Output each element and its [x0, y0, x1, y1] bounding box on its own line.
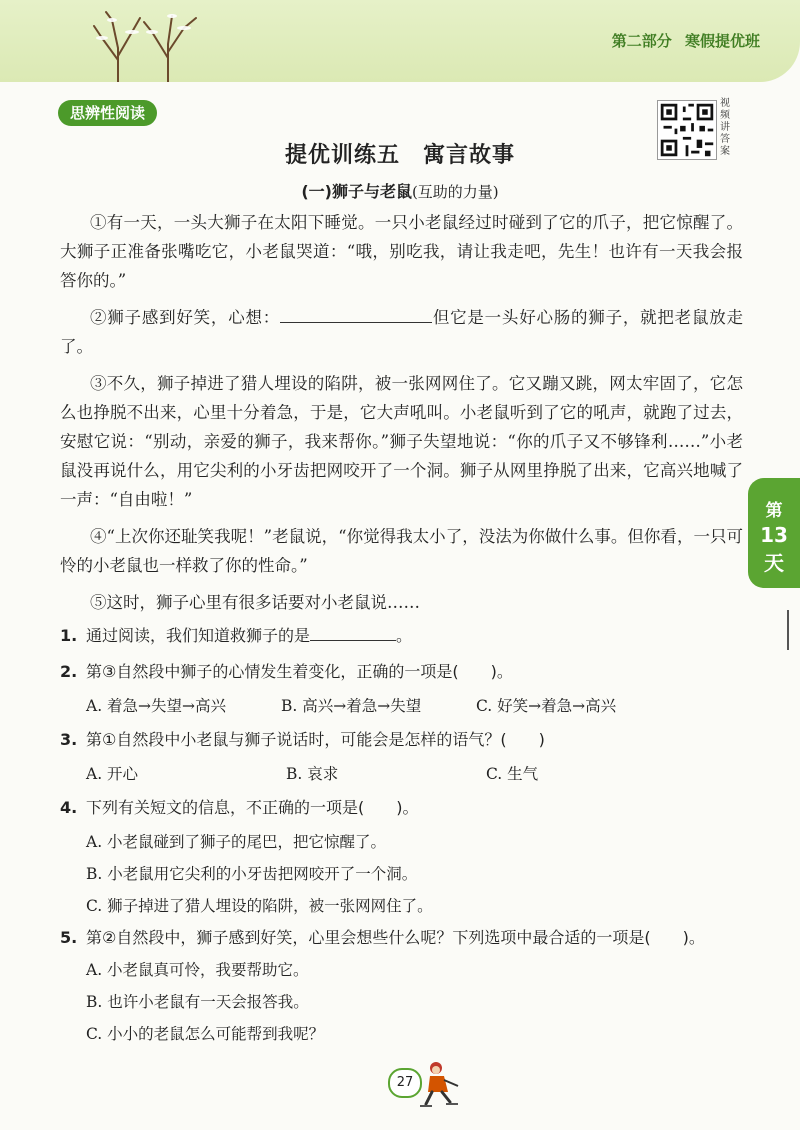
day-side-tab	[748, 478, 800, 588]
option-a[interactable]: A. 着急→失望→高兴	[86, 697, 227, 715]
question-number: 1.	[60, 626, 78, 645]
question-number: 4.	[60, 798, 78, 817]
paragraph-2	[60, 303, 743, 361]
question-number: 5.	[60, 928, 78, 947]
question-2-options	[60, 690, 750, 722]
paragraph-2-after: 但它是一头好心肠的狮子，就把老鼠放走了。	[60, 308, 744, 356]
option-b[interactable]: B. 高兴→着急→失望	[281, 697, 422, 715]
paragraph-5: ⑤这时，狮子心里有很多话要对小老鼠说……	[90, 593, 420, 612]
subtitle-note: (互助的力量)	[411, 183, 499, 201]
question-text: 下列有关短文的信息，不正确的一项是( )。	[86, 798, 419, 817]
question-1	[60, 618, 750, 654]
option-c[interactable]: C. 好笑→着急→高兴	[476, 697, 617, 715]
question-4-option-b[interactable]: B. 小老鼠用它尖利的小牙齿把网咬开了一个洞。	[86, 865, 418, 883]
question-text: 第③自然段中狮子的心情发生着变化，正确的一项是( )。	[86, 662, 513, 681]
question-4	[60, 790, 750, 826]
passage-subtitle	[0, 179, 800, 202]
question-text: 第①自然段中小老鼠与狮子说话时，可能会是怎样的语气？( )	[86, 730, 545, 749]
question-list	[60, 618, 750, 1050]
page-number: 27	[388, 1068, 422, 1098]
paragraph-3: ③不久，狮子掉进了猎人埋设的陷阱，被一张网网住了。它又蹦又跳，网太牢固了，它怎么也挣脱不出来，心里十分着急，于是，它大声吼叫。小老鼠听到了它的吼声，就跑了过去，安慰它说：“别动，亲爱的狮子，我来帮你。”狮子失望地说：“你的爪子又不够锋利……”小老鼠没再说什么，用它尖利的小牙齿把网咬开了一个洞。狮子从网里挣脱了出来，它高兴地喊了一声：“自由啦！”	[60, 374, 743, 509]
side-divider	[787, 610, 789, 650]
answer-blank[interactable]	[310, 624, 396, 641]
page-title: 提优训练五 寓言故事	[284, 143, 515, 168]
option-a[interactable]: A. 开心	[86, 765, 139, 783]
question-4-option-c[interactable]: C. 狮子掉进了猎人埋设的陷阱，被一张网网住了。	[86, 897, 433, 915]
paragraph-4: ④“上次你还耻笑我呢！”老鼠说，“你觉得我太小了，没法为你做什么事。但你看，一只可怜的小老鼠也一样救了你的性命。”	[60, 527, 743, 575]
section-tag: 思辨性阅读	[58, 100, 157, 126]
header-part: 第二部分	[611, 32, 672, 50]
question-5-option-b[interactable]: B. 也许小老鼠有一天会报答我。	[86, 993, 309, 1011]
question-number: 3.	[60, 730, 78, 749]
answer-blank[interactable]	[280, 306, 432, 323]
day-tab-prefix: 第	[765, 501, 783, 521]
skater-icon	[414, 1060, 466, 1108]
question-5	[60, 922, 750, 954]
paragraph-1: ①有一天，一头大狮子在太阳下睡觉。一只小老鼠经过时碰到了它的爪子，把它惊醒了。大狮子正准备张嘴吃它，小老鼠哭道：“哦，别吃我，请让我走吧，先生！也许有一天我会报答你的。”	[60, 213, 743, 290]
question-5-option-a[interactable]: A. 小老鼠真可怜，我要帮助它。	[86, 961, 309, 979]
question-5-option-c[interactable]: C. 小小的老鼠怎么可能帮到我呢？	[86, 1025, 325, 1043]
reading-passage	[60, 208, 743, 625]
header-text	[604, 30, 760, 51]
question-text: 第②自然段中，狮子感到好笑，心里会想些什么呢？下列选项中最合适的一项是( )。	[86, 928, 705, 947]
paragraph-2-before: ②狮子感到好笑，心想：	[90, 308, 281, 327]
winter-tree-illustration	[88, 8, 208, 82]
qr-caption: 视频讲答案	[720, 98, 730, 157]
question-text: 通过阅读，我们知道救狮子的是	[86, 626, 311, 645]
question-2	[60, 654, 750, 690]
question-text-end: 。	[396, 626, 413, 645]
question-number: 2.	[60, 662, 78, 681]
day-tab-suffix: 天	[764, 551, 784, 575]
question-4-option-a[interactable]: A. 小老鼠碰到了狮子的尾巴，把它惊醒了。	[86, 833, 387, 851]
question-3	[60, 722, 750, 758]
option-c[interactable]: C. 生气	[486, 765, 539, 783]
question-3-options	[60, 758, 750, 790]
option-b[interactable]: B. 哀求	[286, 765, 339, 783]
header-course: 寒假提优班	[684, 32, 760, 50]
subtitle-main: (一)狮子与老鼠	[301, 182, 412, 201]
day-tab-number: 13	[760, 523, 788, 547]
